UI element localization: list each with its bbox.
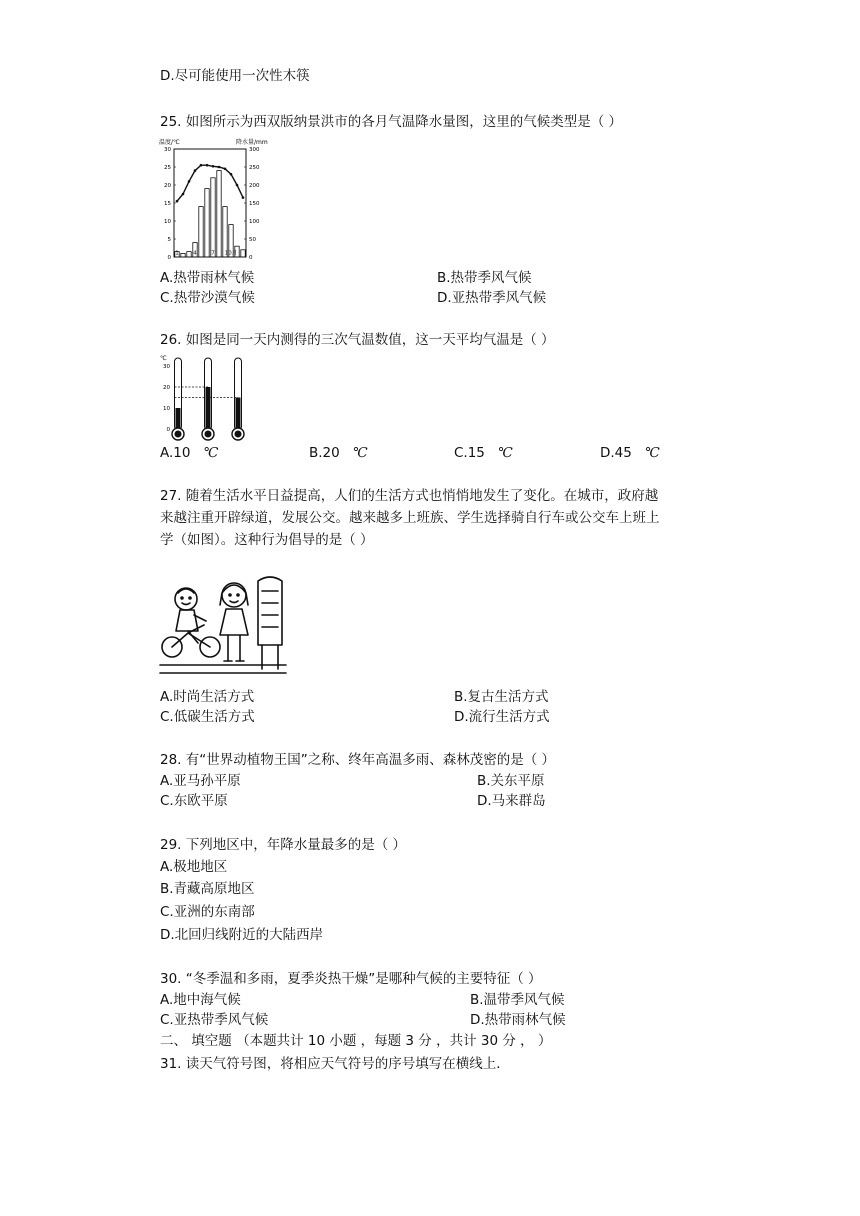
q25-option-b: B.热带季风气候 xyxy=(437,270,532,286)
q27-option-b: B.复古生活方式 xyxy=(454,689,549,705)
option-b-value: B.20 xyxy=(309,445,340,461)
temperature-point xyxy=(236,184,239,187)
y-right-tick: 0 xyxy=(249,255,253,260)
x-tick: 4 xyxy=(193,250,197,257)
q28-option-b: B.关东平原 xyxy=(477,773,545,789)
q26-option-d xyxy=(600,444,660,462)
temperature-point xyxy=(212,165,215,168)
q29-option-b: B.青藏高原地区 xyxy=(160,881,255,897)
q25-stem: 25. 如图所示为西双版纳景洪市的各月气温降水量图，这里的气候类型是（ ） xyxy=(160,114,623,130)
q27-stem-line1: 27. 随着生活水平日益提高，人们的生活方式也悄悄地发生了变化。在城市，政府越 xyxy=(160,488,659,504)
q30-option-d: D.热带雨林气候 xyxy=(470,1012,566,1028)
option-b-unit: ℃ xyxy=(352,445,368,461)
temperature-point xyxy=(200,164,203,167)
q27-illustration xyxy=(158,573,288,687)
q31-stem: 31. 读天气符号图，将相应天气符号的序号填写在横线上． xyxy=(160,1056,510,1072)
q28-option-c: C.东欧平原 xyxy=(160,793,228,809)
y-right-tick: 150 xyxy=(249,201,260,207)
y-left-tick: 25 xyxy=(164,165,171,171)
y-left-tick: 30 xyxy=(164,147,171,153)
thermometer-bulb-fill xyxy=(235,431,242,438)
q25-climate-chart xyxy=(158,136,274,264)
mercury-column xyxy=(236,398,241,431)
mercury-column xyxy=(176,408,181,430)
y-left-label: 温度/℃ xyxy=(159,139,180,146)
temperature-point xyxy=(194,169,197,172)
q30-option-b: B.温带季风气候 xyxy=(470,992,565,1008)
unit-label: ℃ xyxy=(160,355,167,362)
scale-tick: 0 xyxy=(166,427,170,433)
temperature-line xyxy=(177,165,243,201)
mercury-column xyxy=(206,387,211,430)
precipitation-bar xyxy=(181,253,185,257)
temperature-point xyxy=(206,164,209,167)
q28-stem: 28. 有“世界动植物王国”之称、终年高温多雨、森林茂密的是（ ） xyxy=(160,752,556,768)
bus-stop-sign xyxy=(258,577,282,669)
x-tick: 7 xyxy=(211,250,215,257)
q25-option-a: A.热带雨林气候 xyxy=(160,270,255,286)
option-c-unit: ℃ xyxy=(497,445,513,461)
q25-option-d: D.亚热带季风气候 xyxy=(437,290,547,306)
q30-option-c: C.亚热带季风气候 xyxy=(160,1012,269,1028)
q27-option-c: C.低碳生活方式 xyxy=(160,709,255,725)
precipitation-bar xyxy=(223,207,227,257)
y-left-tick: 15 xyxy=(164,201,171,207)
q27-option-d: D.流行生活方式 xyxy=(454,709,550,725)
q26-option-a xyxy=(160,444,218,462)
q29-option-d: D.北回归线附近的大陆西岸 xyxy=(160,927,324,943)
y-right-label: 降水量/mm xyxy=(236,139,268,146)
q28-option-d: D.马来群岛 xyxy=(477,793,546,809)
q25-option-c: C.热带沙漠气候 xyxy=(160,290,255,306)
scale-tick: 30 xyxy=(163,364,170,370)
temperature-point xyxy=(188,180,191,183)
q27-option-a: A.时尚生活方式 xyxy=(160,689,255,705)
y-right-tick: 250 xyxy=(249,165,260,171)
q28-option-a: A.亚马孙平原 xyxy=(160,773,241,789)
option-a-value: A.10 xyxy=(160,445,191,461)
scale-tick: 20 xyxy=(163,385,170,391)
y-left-tick: 10 xyxy=(164,219,171,225)
precipitation-bar xyxy=(241,250,245,257)
y-left-tick: 5 xyxy=(167,237,171,243)
q26-stem: 26. 如图是同一天内测得的三次气温数值，这一天平均气温是（ ） xyxy=(160,332,555,348)
option-a-unit: ℃ xyxy=(203,445,219,461)
y-left-tick: 0 xyxy=(167,255,171,260)
y-right-tick: 200 xyxy=(249,183,260,189)
temperature-point xyxy=(242,196,245,199)
option-d-unit: ℃ xyxy=(644,445,660,461)
precipitation-bar xyxy=(187,252,191,257)
q29-option-a: A.极地地区 xyxy=(160,859,228,875)
precipitation-bar xyxy=(199,207,203,257)
x-tick: 1 xyxy=(175,250,179,257)
temperature-point xyxy=(182,193,185,196)
q27-stem-line2: 来越注重开辟绿道，发展公交。越来越多上班族、学生选择骑自行车或公交车上班上 xyxy=(160,510,660,526)
q29-option-c: C.亚洲的东南部 xyxy=(160,904,255,920)
section2-heading: 二、 填空题 （本题共计 10 小题 ，每题 3 分 ，共计 30 分 ， ） xyxy=(160,1033,552,1049)
cyclist-figure xyxy=(162,588,220,657)
precipitation-bar xyxy=(205,189,209,257)
thermometer-bulb-fill xyxy=(205,431,212,438)
student-figure xyxy=(220,583,248,661)
precipitation-bar xyxy=(217,171,221,257)
option-d-value: D.45 xyxy=(600,445,632,461)
temperature-point xyxy=(218,166,221,169)
q26-option-b xyxy=(309,444,368,462)
q26-option-c xyxy=(454,444,513,462)
temperature-point xyxy=(230,173,233,176)
q24-option-d: D.尽可能使用一次性木筷 xyxy=(160,68,310,84)
precipitation-bar xyxy=(211,178,215,257)
thermometer-bulb-fill xyxy=(175,431,182,438)
scale-tick: 10 xyxy=(163,406,170,412)
y-right-tick: 100 xyxy=(249,219,260,225)
q26-thermometers xyxy=(158,352,250,448)
x-tick: 10月 xyxy=(224,250,238,257)
q27-stem-line3: 学（如图）。这种行为倡导的是（ ） xyxy=(160,532,374,548)
y-right-tick: 300 xyxy=(249,147,260,153)
option-c-value: C.15 xyxy=(454,445,485,461)
q30-stem: 30. “冬季温和多雨，夏季炎热干燥”是哪种气候的主要特征（ ） xyxy=(160,971,542,987)
y-left-tick: 20 xyxy=(164,183,171,189)
temperature-point xyxy=(176,200,179,203)
y-right-tick: 50 xyxy=(249,237,256,243)
q29-stem: 29. 下列地区中，年降水量最多的是（ ） xyxy=(160,837,407,853)
q30-option-a: A.地中海气候 xyxy=(160,992,241,1008)
temperature-point xyxy=(224,168,227,171)
